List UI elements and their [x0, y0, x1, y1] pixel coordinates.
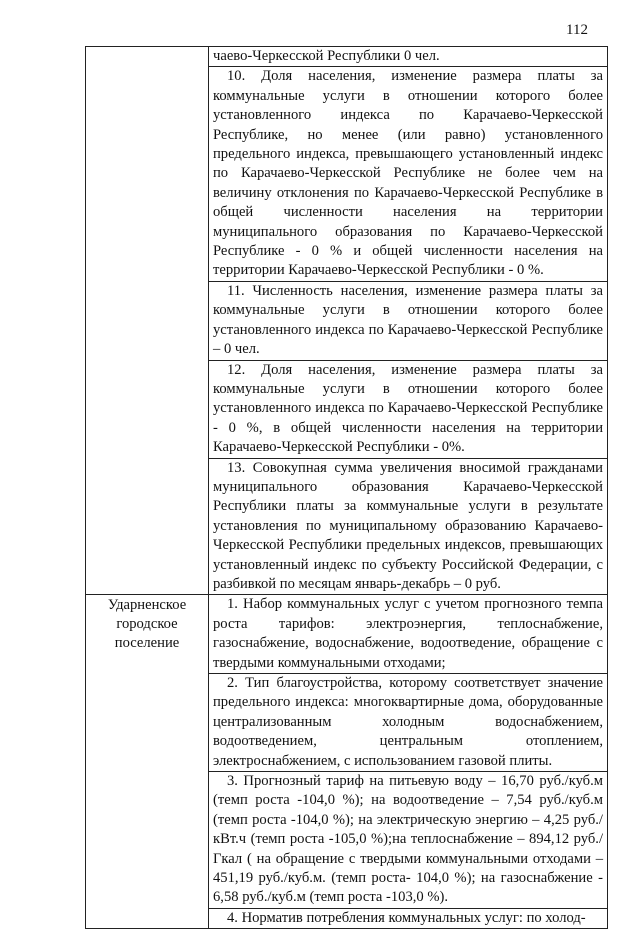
paragraph: 1. Набор коммунальных услуг с учетом прогнозного темпа роста тарифов: электроэнергия, теплоснабжение, газоснабжение, водоснабжение, водоотведение, обращение с твердыми коммунальными отходами;: [213, 596, 603, 671]
paragraph: 4. Норматив потребления коммунальных услуг: по холод-: [227, 909, 586, 926]
settlement-name-line: городское: [116, 616, 178, 633]
settlement-cell: [86, 47, 209, 595]
settlement-name: [86, 595, 208, 653]
paragraph: 11. Численность населения, изменение размера платы за коммунальные услуги в отношении которого более установленного индекса по Карачаево-Черкесской Республике – 0 чел.: [213, 282, 603, 358]
indicators-cell: [209, 47, 608, 595]
paragraph: 12. Доля населения, изменение размера платы за коммунальные услуги в отношении которого более установленного индекса по Карачаево-Черкесской Республике - 0 %, в общей численности населения на территории Карачаево-Черкесской Республики - 0%.: [213, 361, 603, 456]
paragraph: 13. Совокупная сумма увеличения вносимой гражданами муниципального образования Карачаево-Черкесской Республики платы за коммунальные услуги в результате установления по муниципальному образованию Карачаево-Черкесской Республики предельных индексов, превышающих установленный индекс по субъекту Российской Федерации, с разбивкой по месяцам январь-декабрь – 0 руб.: [213, 459, 603, 592]
paragraph: 3. Прогнозный тариф на питьевую воду – 16,70 руб./куб.м (темп роста -104,0 %); на водоотведение – 7,54 руб./куб.м (темп роста -104,0 %); на электрическую энергию – 4,25 руб./кВт.ч (темп роста -105,0 %);на теплоснабжение – 894,12 руб./Гкал ( на обращение с твердыми коммунальными отходами – 451,19 руб./куб.м. (темп роста- 104,0 %); на газоснабжение - 6,58 руб./куб.м (темп роста -103,0 %).: [213, 773, 603, 906]
paragraph: чаево-Черкесской Республики 0 чел.: [213, 48, 440, 64]
indicators-table: [85, 46, 608, 929]
settlement-name: [86, 47, 208, 48]
table-row: [86, 595, 608, 929]
settlement-name-line: поселение: [114, 635, 180, 652]
paragraph: 2. Тип благоустройства, которому соответствует значение предельного индекса: многоквартирные дома, оборудованные централизованным холодным водоснабжением, водоотведением, центральным отоплением, электроснабжением, с использованием газовой плиты.: [213, 675, 603, 769]
settlement-name-line: Ударненское: [107, 597, 187, 614]
paragraph: 10. Доля населения, изменение размера платы за коммунальные услуги в отношении которого более установленного индекса по Карачаево-Черкесской Республике, но менее (или равно) установленного предельного индекса, превышающего установленный индекс по Карачаево-Черкесской Республике не более чем на величину отклонения по Карачаево-Черкесской Республике в общей численности населения на территории муниципального образования по Карачаево-Черкесской Республике - 0 % и общей численности населения на территории Карачаево-Черкесской Республики - 0 %.: [213, 68, 603, 279]
indicators-cell: [209, 595, 608, 929]
page-number: 112: [566, 22, 588, 38]
settlement-cell: [86, 595, 209, 929]
table-row: [86, 47, 608, 595]
